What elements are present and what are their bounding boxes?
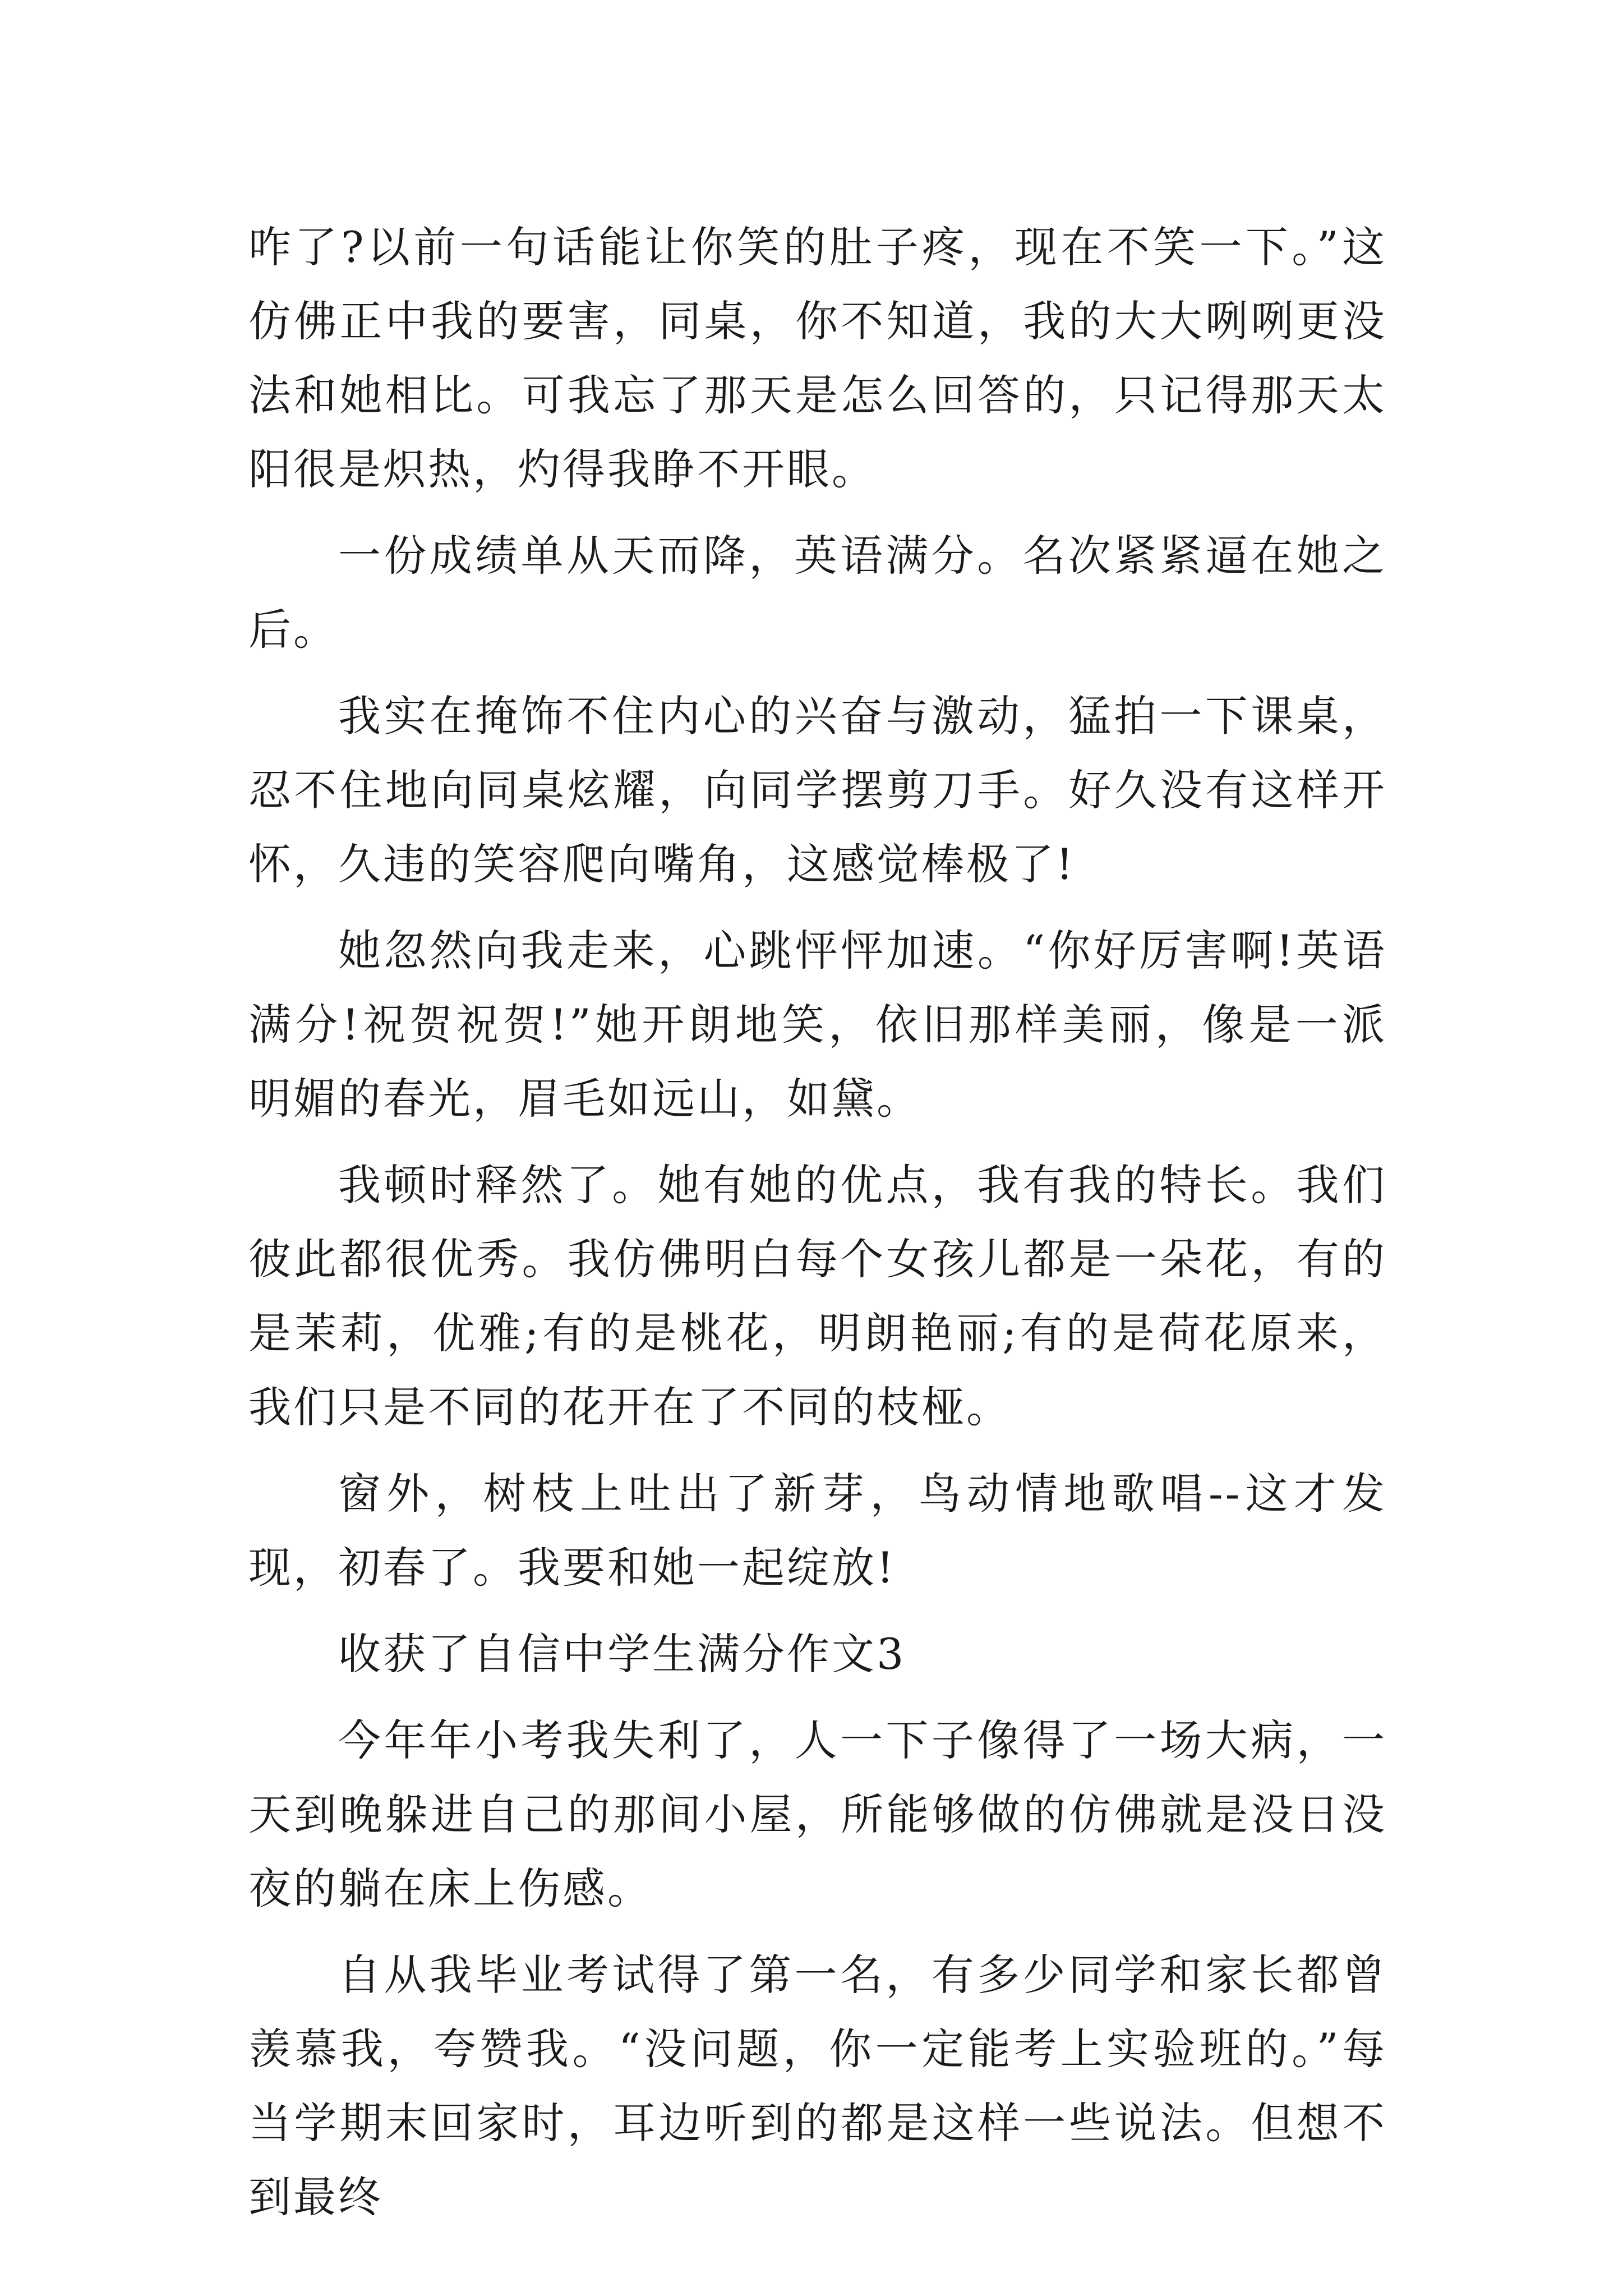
paragraph-3: 我实在掩饰不住内心的兴奋与激动，猛拍一下课桌，忍不住地向同桌炫耀，向同学摆剪刀手。好久没有这样开怀，久违的笑容爬向嘴角，这感觉棒极了! [248, 691, 1387, 889]
paragraph-6: 窗外，树枝上吐出了新芽，鸟动情地歌唱--这才发现，初春了。我要和她一起绽放! [248, 1469, 1387, 1593]
paragraph-4: 她忽然向我走来，心跳怦怦加速。“你好厉害啊!英语满分!祝贺祝贺!”她开朗地笑，依旧那样美丽，像是一派明媚的春光，眉毛如远山，如黛。 [248, 926, 1387, 1124]
paragraph-5: 我顿时释然了。她有她的优点，我有我的特长。我们彼此都很优秀。我仿佛明白每个女孩儿都是一朵花，有的是茉莉，优雅;有的是桃花，明朗艳丽;有的是荷花原来，我们只是不同的花开在了不同的枝桠。 [248, 1160, 1387, 1432]
paragraph-7: 今年年小考我失利了，人一下子像得了一场大病，一天到晚躲进自己的那间小屋，所能够做的仿佛就是没日没夜的躺在床上伤感。 [248, 1715, 1387, 1913]
section-heading: 收获了自信中学生满分作文3 [338, 1629, 906, 1679]
document-body [248, 210, 1387, 2247]
paragraph-8: 自从我毕业考试得了第一名，有多少同学和家长都曾羡慕我，夸赞我。“没问题，你一定能考上实验班的。”每当学期末回家时，耳边听到的都是这样一些说法。但想不到最终 [248, 1950, 1387, 2222]
paragraph-2: 一份成绩单从天而降，英语满分。名次紧紧逼在她之后。 [248, 531, 1387, 655]
paragraph-1: 咋了?以前一句话能让你笑的肚子疼，现在不笑一下。”这仿佛正中我的要害，同桌，你不知道，我的大大咧咧更没法和她相比。可我忘了那天是怎么回答的，只记得那天太阳很是炽热，灼得我睁不开眼。 [248, 222, 1387, 494]
